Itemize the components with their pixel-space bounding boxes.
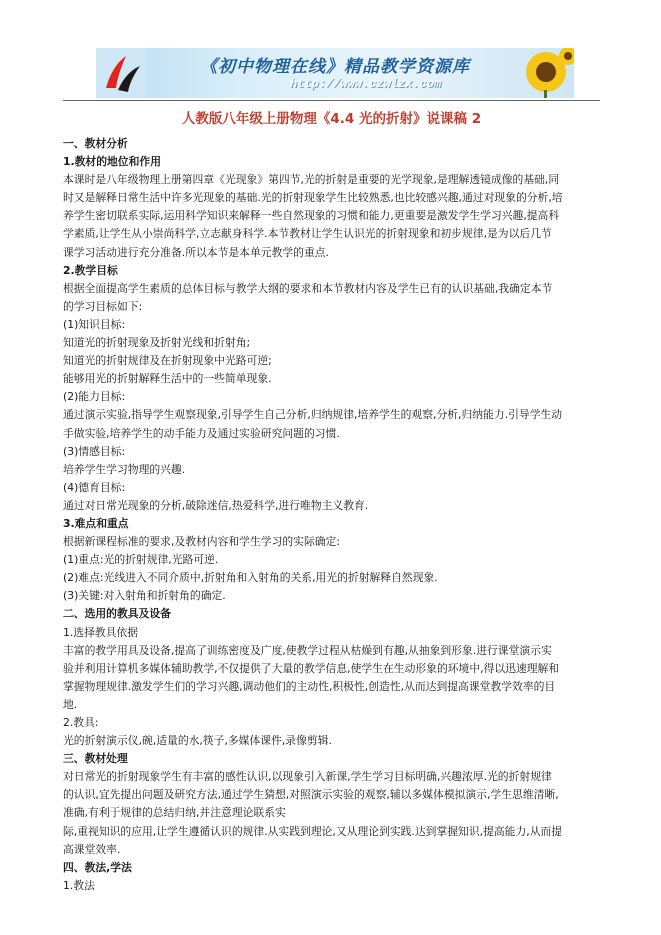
text-line: (2)能力目标: — [63, 390, 126, 404]
section-heading: 3.难点和重点 — [63, 516, 129, 530]
text-line: 学素质,让学生从小崇尚科学,立志献身科学.本节教材让学生认识光的折射现象和初步规律,是为以后几节 — [63, 227, 552, 241]
header-rule — [63, 100, 600, 101]
text-line: 丰富的教学用具及设备,提高了训练密度及广度,使教学过程从枯燥到有趣,从抽象到形象.进行课堂演示实 — [63, 643, 552, 657]
text-line: 手做实验,培养学生的动手能力及通过实验研究问题的习惯. — [63, 426, 340, 440]
text-line: (1)重点:光的折射规律,光路可逆. — [63, 553, 219, 567]
text-line: 课学习活动进行充分准备.所以本节是本单元教学的重点. — [63, 245, 329, 259]
section-heading: 一、教材分析 — [63, 137, 128, 150]
text-line: (1)知识目标: — [63, 317, 126, 331]
text-line: 的学习目标如下: — [63, 299, 143, 313]
text-line: 准确,有利于规律的总结归纳,并注意理论联系实 — [63, 806, 286, 820]
text-line: 掌握物理规律.激发学生们的学习兴趣,调动他们的主动性,积极性,创造性,从而达到提高课堂教学效率的目 — [63, 679, 556, 693]
text-line: 验并利用计算机多媒体辅助教学,不仅提供了大量的教学信息,使学生在生动形象的环境中,得以迅速理解和 — [63, 661, 560, 675]
banner-url: http://www.czwlzx.com — [290, 77, 442, 91]
text-line: 地. — [63, 697, 78, 711]
section-heading: 1.教材的地位和作用 — [63, 155, 161, 169]
text-line: (3)情感目标: — [63, 444, 126, 458]
text-line: 1.教法 — [63, 878, 95, 892]
text-line: 知道光的折射规律及在折射现象中光路可逆; — [63, 354, 272, 368]
text-line: 养学生密切联系实际,运用科学知识来解释一些自然现象的习惯和能力,更重要是激发学生学习兴趣,提高科 — [63, 209, 560, 223]
text-line: 的认识,宜先提出问题及研究方法,通过学生猜想,对照演示实验的观察,辅以多媒体模拟演示,学生思维清晰, — [63, 788, 559, 802]
text-line: 本课时是八年级物理上册第四章《光现象》第四节,光的折射是重要的光学现象,是理解透镜成像的基础,同 — [63, 173, 560, 187]
text-line: 高课堂效率. — [63, 842, 121, 856]
header-banner — [96, 48, 574, 98]
section-heading: 2.教学目标 — [63, 263, 118, 277]
text-line: 时又是解释日常生活中许多光现象的基础.光的折射现象学生比较熟悉,也比较感兴趣,通过对现象的分析,培 — [63, 191, 563, 205]
logo-icon — [96, 48, 146, 98]
text-line: 通过演示实验,指导学生观察现象,引导学生自己分析,归纳规律,培养学生的观察,分析,归纳能力.引导学生动 — [63, 408, 563, 422]
document-body — [63, 135, 603, 895]
text-line: (3)关键:对入射角和折射角的确定. — [63, 589, 226, 603]
text-line: 能够用光的折射解释生活中的一些简单现象. — [63, 372, 272, 386]
banner-title: 《初中物理在线》精品教学资源库 — [200, 57, 470, 77]
sunflower-icon — [514, 48, 574, 98]
text-line: 知道光的折射现象及折射光线和折射角; — [63, 336, 251, 350]
section-heading: 三、教材处理 — [63, 752, 128, 766]
text-line: (4)德育目标: — [63, 480, 126, 494]
text-line: 根据全面提高学生素质的总体目标与教学大纲的要求和本节教材内容及学生已有的认识基础,我确定本节 — [63, 281, 553, 295]
text-line: (2)难点:光线进入不同介质中,折射角和入射角的关系,用光的折射解释自然现象. — [63, 571, 438, 585]
text-line: 对日常光的折射现象学生有丰富的感性认识,以现象引入新课,学生学习目标明确,兴趣浓厚.光的折射规律 — [63, 770, 552, 784]
text-line: 1.选择教具依据 — [63, 625, 139, 639]
text-line: 2.教具: — [63, 716, 99, 729]
text-line: 光的折射演示仪,碗,适量的水,筷子,多媒体课件,录像剪辑. — [63, 734, 332, 748]
text-line: 根据新课程标准的要求,及教材内容和学生学习的实际确定: — [63, 535, 340, 549]
section-heading: 二、选用的教具及设备 — [63, 607, 171, 621]
text-line: 际,重视知识的应用,让学生遵循认识的规律.从实践到理论,又从理论到实践.达到掌握知识,提高能力,从而提 — [63, 824, 563, 838]
section-heading: 四、教法,学法 — [63, 860, 132, 874]
text-line: 培养学生学习物理的兴趣. — [63, 462, 186, 476]
text-line: 通过对日常光现象的分析,破除迷信,热爱科学,进行唯物主义教育. — [63, 498, 369, 512]
page-title: 人教版八年级上册物理《4.4 光的折射》说课稿 2 — [181, 111, 482, 127]
